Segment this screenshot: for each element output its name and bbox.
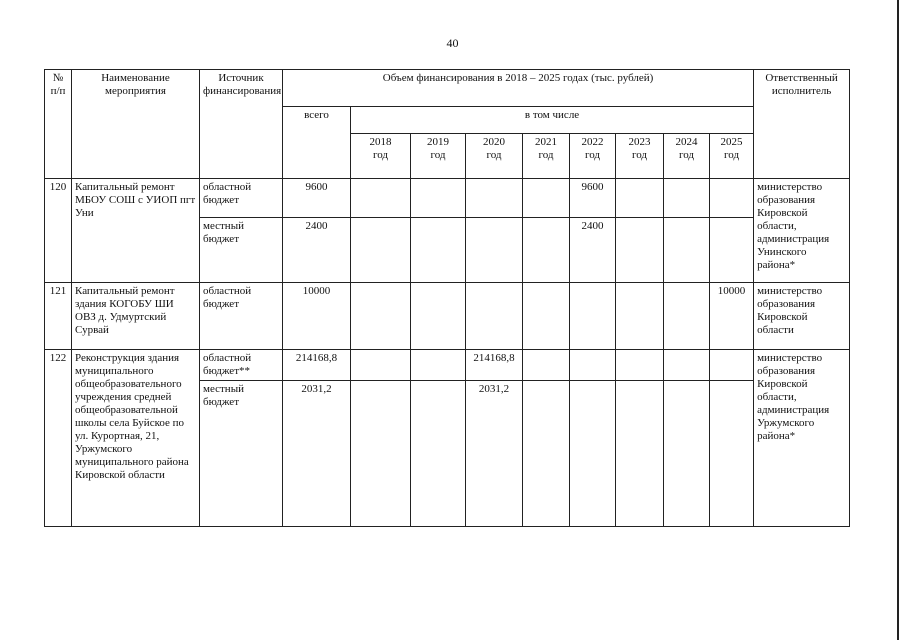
header-name: Наименование мероприятия bbox=[72, 70, 200, 179]
row-total: 10000 bbox=[283, 283, 351, 350]
table-row bbox=[45, 350, 850, 381]
header-year: 2020 год bbox=[466, 134, 523, 179]
row-year-value bbox=[411, 350, 466, 381]
table-row bbox=[45, 179, 850, 218]
row-year-value bbox=[570, 350, 616, 381]
row-source: областной бюджет bbox=[200, 283, 283, 350]
row-year-value bbox=[710, 179, 754, 218]
header-year: 2019 год bbox=[411, 134, 466, 179]
header-year: 2023 год bbox=[616, 134, 664, 179]
row-year-value: 2031,2 bbox=[466, 381, 523, 527]
header-volume: Объем финансирования в 2018 – 2025 годах (тыс. рублей) bbox=[283, 70, 754, 107]
row-year-value bbox=[523, 381, 570, 527]
row-source: областной бюджет** bbox=[200, 350, 283, 381]
row-year-value bbox=[616, 179, 664, 218]
header-year: 2022 год bbox=[570, 134, 616, 179]
row-year-value bbox=[664, 350, 710, 381]
row-executor: министерство образования Кировской области bbox=[754, 283, 850, 350]
row-number: 122 bbox=[45, 350, 72, 527]
row-source: областной бюджет bbox=[200, 179, 283, 218]
header-year: 2018 год bbox=[351, 134, 411, 179]
row-year-value bbox=[664, 179, 710, 218]
table-row bbox=[45, 283, 850, 350]
row-year-value: 2400 bbox=[570, 218, 616, 283]
header-year: 2024 год bbox=[664, 134, 710, 179]
row-year-value bbox=[616, 218, 664, 283]
row-year-value bbox=[411, 218, 466, 283]
row-year-value bbox=[664, 381, 710, 527]
row-year-value bbox=[411, 381, 466, 527]
row-year-value bbox=[710, 381, 754, 527]
header-year: 2021 год bbox=[523, 134, 570, 179]
row-year-value bbox=[523, 179, 570, 218]
row-name: Капитальный ремонт МБОУ СОШ с УИОП пгт Уни bbox=[72, 179, 200, 283]
row-year-value bbox=[466, 179, 523, 218]
header-year: 2025 год bbox=[710, 134, 754, 179]
header-num: № п/п bbox=[45, 70, 72, 179]
row-year-value: 9600 bbox=[570, 179, 616, 218]
row-number: 120 bbox=[45, 179, 72, 283]
row-year-value bbox=[710, 350, 754, 381]
row-year-value bbox=[351, 179, 411, 218]
row-name: Капитальный ремонт здания КОГОБУ ШИ ОВЗ д. Удмуртский Сурвай bbox=[72, 283, 200, 350]
row-year-value bbox=[411, 179, 466, 218]
header-source: Источник финансирования bbox=[200, 70, 283, 179]
financing-table bbox=[44, 69, 850, 527]
row-year-value bbox=[523, 218, 570, 283]
row-year-value bbox=[616, 283, 664, 350]
row-source: местный бюджет bbox=[200, 218, 283, 283]
row-year-value bbox=[616, 381, 664, 527]
header-executor: Ответственный исполнитель bbox=[754, 70, 850, 179]
header-incl: в том числе bbox=[351, 107, 754, 134]
row-year-value bbox=[616, 350, 664, 381]
row-year-value bbox=[351, 381, 411, 527]
row-year-value bbox=[466, 283, 523, 350]
row-total: 214168,8 bbox=[283, 350, 351, 381]
row-year-value bbox=[664, 283, 710, 350]
row-year-value bbox=[351, 350, 411, 381]
row-total: 2031,2 bbox=[283, 381, 351, 527]
row-year-value bbox=[351, 283, 411, 350]
header-total: всего bbox=[283, 107, 351, 179]
row-year-value bbox=[664, 218, 710, 283]
row-year-value bbox=[523, 283, 570, 350]
page-number: 40 bbox=[446, 36, 459, 50]
row-year-value bbox=[570, 283, 616, 350]
row-year-value bbox=[466, 218, 523, 283]
row-total: 2400 bbox=[283, 218, 351, 283]
row-year-value bbox=[570, 381, 616, 527]
row-executor: министерство образования Кировской области, администрация Уржумского района* bbox=[754, 350, 850, 527]
row-source: местный бюджет bbox=[200, 381, 283, 527]
row-year-value: 10000 bbox=[710, 283, 754, 350]
scan-edge-line bbox=[897, 0, 899, 640]
row-year-value bbox=[523, 350, 570, 381]
row-number: 121 bbox=[45, 283, 72, 350]
row-year-value bbox=[710, 218, 754, 283]
row-year-value bbox=[351, 218, 411, 283]
row-year-value: 214168,8 bbox=[466, 350, 523, 381]
row-total: 9600 bbox=[283, 179, 351, 218]
row-executor: министерство образования Кировской области, администрация Унинского района* bbox=[754, 179, 850, 283]
row-name: Реконструкция здания муниципального общеобразовательного учреждения средней общеобразовательной школы села Буйское по ул. Курортная, 21, Уржумского муниципального района Кировской области bbox=[72, 350, 200, 527]
row-year-value bbox=[411, 283, 466, 350]
